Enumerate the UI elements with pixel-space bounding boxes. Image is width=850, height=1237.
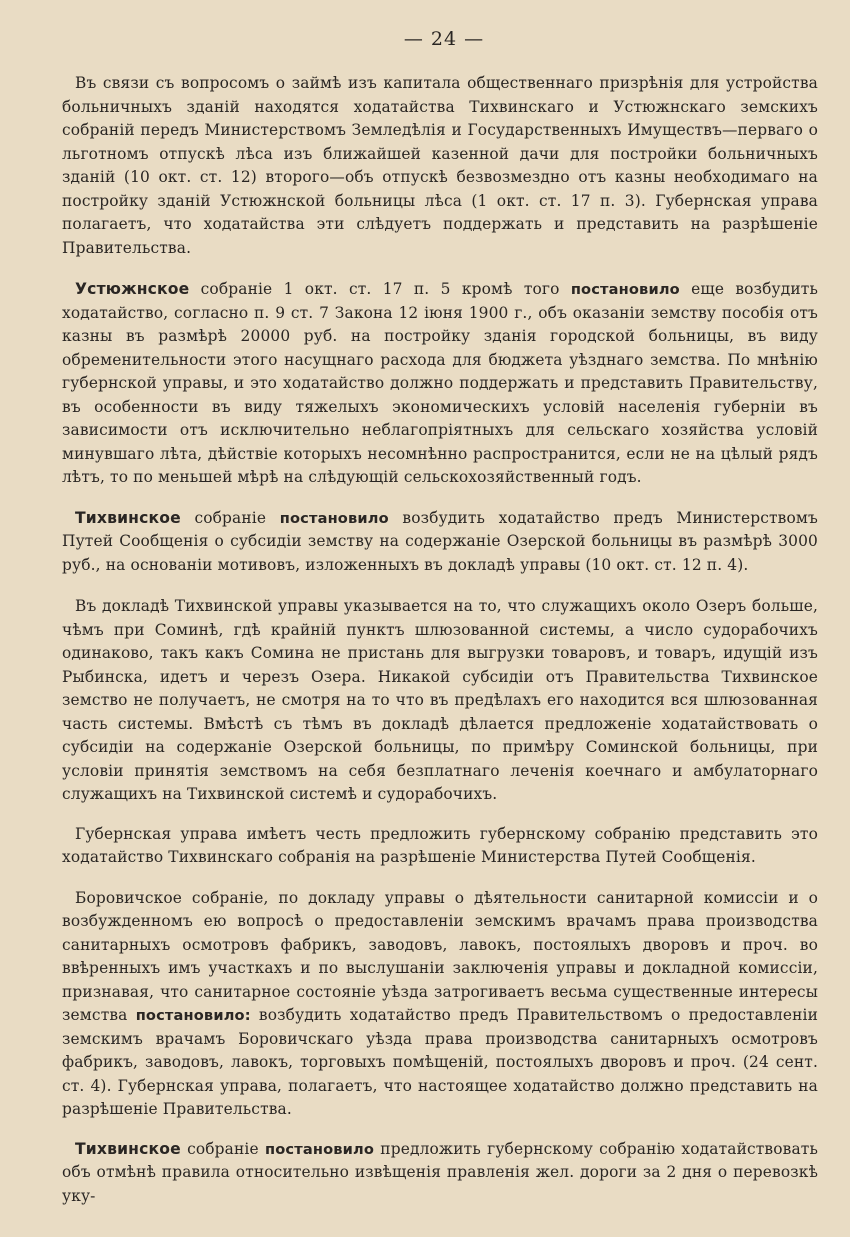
paragraph-borovichi-sanitary <box>62 887 818 1122</box>
paragraph-loan-petitions <box>62 72 818 260</box>
paragraph-ustyuzhna-petition <box>62 278 818 490</box>
paragraph-tikhvin-subsidy <box>62 507 818 578</box>
paragraph-text-part2: еще возбудить ходатайство, согласно п. 9 ст. 7 Закона 12 іюня 1900 г., объ оказаніи земству пособія отъ казны въ размѣрѣ 20000 руб. на постройку зданія городской больницы, въ виду обременительности этого насущнаго расхода для бюджета уѣзднаго земства. По мнѣнію губернской управы, и это ходатайство должно поддержать и представить Правительству, въ особенности въ виду тяжелыхъ экономическихъ условій населенія губерніи въ зависимости отъ исключительно неблагопріятныхъ для сельскаго хозяйства условій минувшаго лѣта, дѣйствіе которыхъ несомнѣнно распространится, если не на цѣлый рядъ лѣтъ, то по меньшей мѣрѣ на слѣдующій сельскохозяйственный годъ. <box>62 280 818 486</box>
paragraph-text: Въ докладѣ Тихвинской управы указывается на то, что служащихъ около Озеръ больше, чѣмъ при Соминѣ, гдѣ крайній пунктъ шлюзованной системы, а число судорабочихъ одинаково, такъ какъ Сомина не пристань для выгрузки товаровъ, и товаръ, идущій изъ Рыбинска, идетъ и черезъ Озера. Никакой субсидіи отъ Правительства Тихвинское земство не получаетъ, не смотря на то что въ предѣлахъ его находится вся шлюзованная часть системы. Вмѣстѣ съ тѣмъ въ докладѣ дѣлается предложеніе ходатайствовать о субсидіи на содержаніе Озерской больницы, по примѣру Соминской больницы, при условіи принятія земствомъ на себя безплатнаго леченія коечнаго и амбулаторнаго служащихъ на Тихвинской системѣ и судорабочихъ. <box>62 597 818 803</box>
resolved-keyword: постановило <box>265 1140 375 1158</box>
paragraph-text-part2: возбудить ходатайство предъ Министерствомъ Путей Сообщенія о субсидіи земству на содержаніе Озерской больницы въ размѣрѣ 3000 руб., на основаніи мотивовъ, изложенныхъ въ докладѣ управы (10 окт. ст. 12 п. 4). <box>62 508 818 574</box>
paragraph-text-part2: возбудить ходатайство предъ Правительствомъ о предоставленіи земскимъ врачамъ Боровичскаго уѣзда права производства санитарныхъ осмотровъ фабрикъ, заводовъ, лавокъ, торговыхъ помѣщеній, постоялыхъ дворовъ и проч. (24 сент. ст. 4). Губернская управа, полагаетъ, что настоящее ходатайство должно представить на разрѣшеніе Правительства. <box>62 1006 818 1118</box>
paragraph-text: Губернская управа имѣетъ честь предложить губернскому собранію представить это ходатайство Тихвинскаго собранія на разрѣшеніе Министерства Путей Сообщенія. <box>62 824 818 866</box>
paragraph-text-part1: собраніе 1 окт. ст. 17 п. 5 кромѣ того <box>189 280 571 298</box>
paragraph-text-part1: собраніе <box>180 1139 266 1158</box>
paragraph-text: Въ связи съ вопросомъ о займѣ изъ капитала общественнаго призрѣнія для устройства больничныхъ зданій находятся ходатайства Тихвинскаго и Устюжнскаго земскихъ собраній передъ Министерствомъ Земледѣлія и Государственныхъ Имуществъ—перваго о льготномъ отпускѣ лѣса изъ ближайшей казенной дачи для постройки больничныхъ зданій (10 окт. ст. 12) второго—объ отпускѣ безвозмездно отъ казны необходимаго на постройку зданій Устюжнской больницы лѣса (1 окт. ст. 17 п. 3). Губернская управа полагаетъ, что ходатайства эти слѣдуетъ поддержать и представить на разрѣшеніе Правительства. <box>62 74 818 257</box>
paragraph-text-part2: предложить губернскому собранію ходатайствовать объ отмѣнѣ правила относительно извѣщенія правленія жел. дороги за 2 дня о перевозкѣ уку- <box>62 1139 818 1205</box>
page-number: — 24 — <box>403 28 485 50</box>
paragraph-text-part1: собраніе <box>180 508 280 527</box>
paragraph-provincial-board-proposal <box>62 823 818 870</box>
resolved-keyword: постановило <box>570 281 680 298</box>
assembly-name-ustyuzhna: Устюжнское <box>75 280 190 298</box>
resolved-keyword: постановило: <box>135 1007 251 1024</box>
assembly-name-tikhvin: Тихвинское <box>75 1139 181 1158</box>
paragraph-text-part1: Боровичское собраніе, по докладу управы о дѣятельности санитарной комиссіи и о возбужденномъ ею вопросѣ о предоставленіи земскимъ врачамъ права производства санитарныхъ осмотровъ фабрикъ, заводовъ, лавокъ, постоялыхъ дворовъ и проч. во ввѣренныхъ имъ участкахъ и по выслушаніи заключенія управы и докладной комиссіи, признавая, что санитарное состояніе уѣзда затрогиваетъ весьма существенные интересы земства <box>62 888 818 1024</box>
assembly-name-tikhvin: Тихвинское <box>75 508 181 527</box>
resolved-keyword: постановило <box>279 509 389 527</box>
paragraph-tikhvin-report <box>62 595 818 807</box>
paragraph-tikhvin-railway <box>62 1138 818 1209</box>
